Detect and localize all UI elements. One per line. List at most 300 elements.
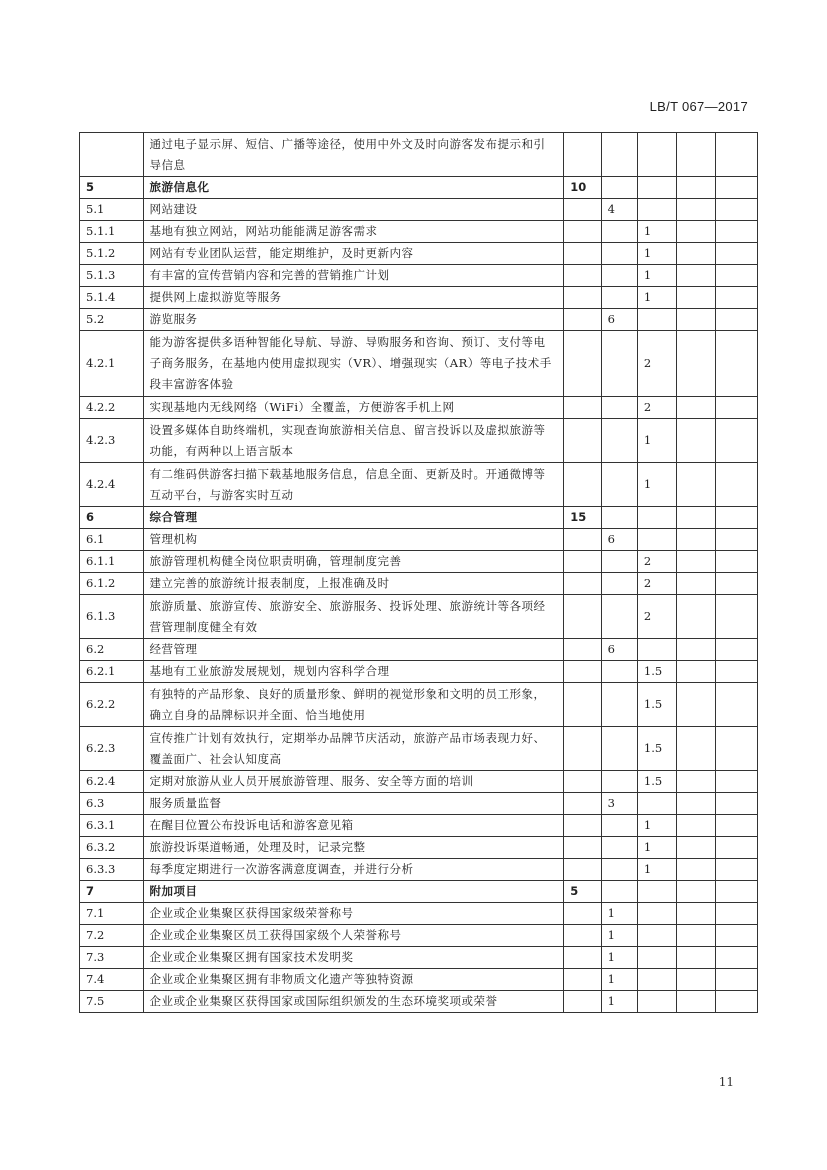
item-number-text: 6 xyxy=(86,510,95,524)
sub-score-cell xyxy=(601,463,637,507)
item-content-text: 宣传推广计划有效执行，定期举办品牌节庆活动，旅游产品市场表现力好、覆盖面广、社会认知度高 xyxy=(149,730,546,766)
item-score-cell xyxy=(637,199,676,221)
item-content-text: 旅游信息化 xyxy=(149,180,210,194)
sub-score-text: 1 xyxy=(607,950,615,964)
table-row xyxy=(80,771,758,793)
item-number-text: 5.1.2 xyxy=(86,246,116,260)
item-content-text: 在醒目位置公布投诉电话和游客意见箱 xyxy=(149,818,354,832)
sub-score-cell xyxy=(601,573,637,595)
table-row xyxy=(80,639,758,661)
item-number-text: 7.4 xyxy=(86,972,105,986)
item-content-text: 游览服务 xyxy=(149,312,198,326)
table-row xyxy=(80,903,758,925)
total-score-text: 5 xyxy=(570,884,579,898)
item-score-cell xyxy=(637,639,676,661)
sub-score-cell xyxy=(601,969,637,991)
evaluation-cell xyxy=(677,529,715,551)
total-score-cell xyxy=(564,551,601,573)
item-content-cell xyxy=(143,661,564,683)
item-number-text: 5.1.4 xyxy=(86,290,116,304)
item-content-cell xyxy=(143,727,564,771)
evaluation-cell xyxy=(677,881,715,903)
item-score-text: 1.5 xyxy=(643,664,663,678)
total-score-cell xyxy=(564,265,601,287)
table-row xyxy=(80,199,758,221)
sub-score-cell xyxy=(601,793,637,815)
item-content-cell xyxy=(143,221,564,243)
item-score-text: 1 xyxy=(643,433,652,447)
item-content-cell xyxy=(143,969,564,991)
remarks-cell xyxy=(715,133,757,177)
item-score-cell xyxy=(637,793,676,815)
evaluation-cell xyxy=(677,331,715,397)
section-row xyxy=(80,507,758,529)
item-content-text: 经营管理 xyxy=(149,642,198,656)
remarks-cell xyxy=(715,221,757,243)
item-number-text: 6.3.1 xyxy=(86,818,116,832)
remarks-cell xyxy=(715,507,757,529)
evaluation-cell xyxy=(677,199,715,221)
total-score-cell xyxy=(564,177,601,199)
item-score-text: 2 xyxy=(643,554,652,568)
item-score-text: 1 xyxy=(643,224,652,238)
item-content-text: 提供网上虚拟游览等服务 xyxy=(149,290,282,304)
item-content-text: 设置多媒体自助终端机，实现查询旅游相关信息、留言投诉以及虚拟旅游等功能，有两种以上语言版本 xyxy=(149,422,546,458)
remarks-cell xyxy=(715,661,757,683)
item-number-cell xyxy=(80,859,144,881)
total-score-cell xyxy=(564,661,601,683)
page-number: 11 xyxy=(718,1075,734,1089)
item-content-text: 企业或企业集聚区员工获得国家级个人荣誉称号 xyxy=(149,928,402,942)
remarks-cell xyxy=(715,199,757,221)
item-content-cell xyxy=(143,287,564,309)
total-score-cell xyxy=(564,419,601,463)
table-row xyxy=(80,859,758,881)
item-number-text: 6.2.2 xyxy=(86,697,116,711)
sub-score-cell xyxy=(601,177,637,199)
item-number-text: 6.2.3 xyxy=(86,741,116,755)
item-number-cell xyxy=(80,309,144,331)
evaluation-cell xyxy=(677,177,715,199)
remarks-cell xyxy=(715,397,757,419)
item-number-cell xyxy=(80,331,144,397)
table-row xyxy=(80,925,758,947)
item-score-text: 1 xyxy=(643,862,652,876)
item-content-text: 基地有工业旅游发展规划，规划内容科学合理 xyxy=(149,664,390,678)
item-number-cell xyxy=(80,661,144,683)
evaluation-cell xyxy=(677,661,715,683)
item-score-cell xyxy=(637,529,676,551)
evaluation-cell xyxy=(677,221,715,243)
item-number-text: 6.3.2 xyxy=(86,840,116,854)
item-number-text: 6.1.3 xyxy=(86,609,116,623)
item-number-cell xyxy=(80,133,144,177)
item-content-cell xyxy=(143,595,564,639)
item-score-cell xyxy=(637,551,676,573)
item-score-text: 1.5 xyxy=(643,774,663,788)
item-score-cell xyxy=(637,309,676,331)
remarks-cell xyxy=(715,463,757,507)
item-number-cell xyxy=(80,397,144,419)
item-content-cell xyxy=(143,397,564,419)
remarks-cell xyxy=(715,243,757,265)
item-number-text: 5 xyxy=(86,180,95,194)
item-content-cell xyxy=(143,771,564,793)
item-content-cell xyxy=(143,309,564,331)
table-row xyxy=(80,969,758,991)
item-content-cell xyxy=(143,683,564,727)
sub-score-cell xyxy=(601,859,637,881)
sub-score-cell xyxy=(601,287,637,309)
total-score-cell xyxy=(564,287,601,309)
item-content-cell xyxy=(143,331,564,397)
remarks-cell xyxy=(715,177,757,199)
item-number-text: 6.1.1 xyxy=(86,554,116,568)
item-number-cell xyxy=(80,837,144,859)
total-score-cell xyxy=(564,573,601,595)
total-score-cell xyxy=(564,991,601,1013)
item-content-text: 网站有专业团队运营，能定期维护，及时更新内容 xyxy=(149,246,414,260)
total-score-cell xyxy=(564,309,601,331)
total-score-cell xyxy=(564,397,601,419)
item-content-cell xyxy=(143,991,564,1013)
evaluation-cell xyxy=(677,947,715,969)
sub-score-cell xyxy=(601,265,637,287)
item-score-cell xyxy=(637,991,676,1013)
item-content-text: 企业或企业集聚区获得国家或国际组织颁发的生态环境奖项或荣誉 xyxy=(149,994,498,1008)
item-number-text: 6.2 xyxy=(86,642,105,656)
item-content-text: 旅游管理机构健全岗位职责明确，管理制度完善 xyxy=(149,554,402,568)
item-score-text: 1 xyxy=(643,818,652,832)
remarks-cell xyxy=(715,793,757,815)
item-number-cell xyxy=(80,221,144,243)
sub-score-text: 1 xyxy=(607,994,615,1008)
item-content-text: 有丰富的宣传营销内容和完善的营销推广计划 xyxy=(149,268,390,282)
table-row xyxy=(80,573,758,595)
remarks-cell xyxy=(715,947,757,969)
item-number-cell xyxy=(80,243,144,265)
sub-score-cell xyxy=(601,837,637,859)
remarks-cell xyxy=(715,551,757,573)
item-number-text: 6.3 xyxy=(86,796,105,810)
item-number-cell xyxy=(80,903,144,925)
total-score-cell xyxy=(564,771,601,793)
item-number-cell xyxy=(80,573,144,595)
sub-score-cell xyxy=(601,595,637,639)
evaluation-cell xyxy=(677,727,715,771)
total-score-cell xyxy=(564,837,601,859)
table-row xyxy=(80,595,758,639)
table-row xyxy=(80,221,758,243)
item-content-text: 实现基地内无线网络（WiFi）全覆盖，方便游客手机上网 xyxy=(149,400,455,414)
item-number-text: 7.2 xyxy=(86,928,105,942)
item-number-cell xyxy=(80,639,144,661)
sub-score-cell xyxy=(601,903,637,925)
item-number-text: 6.2.4 xyxy=(86,774,116,788)
item-score-text: 1 xyxy=(643,268,652,282)
remarks-cell xyxy=(715,859,757,881)
sub-score-text: 4 xyxy=(607,202,615,216)
item-score-cell xyxy=(637,969,676,991)
evaluation-cell xyxy=(677,243,715,265)
total-score-cell xyxy=(564,859,601,881)
table-row xyxy=(80,243,758,265)
table-row xyxy=(80,793,758,815)
remarks-cell xyxy=(715,969,757,991)
item-score-text: 2 xyxy=(643,609,652,623)
remarks-cell xyxy=(715,265,757,287)
item-score-cell xyxy=(637,221,676,243)
sub-score-cell xyxy=(601,551,637,573)
table-row xyxy=(80,947,758,969)
item-number-cell xyxy=(80,969,144,991)
table-row xyxy=(80,991,758,1013)
sub-score-text: 3 xyxy=(607,796,615,810)
item-number-cell xyxy=(80,199,144,221)
item-content-text: 建立完善的旅游统计报表制度，上报准确及时 xyxy=(149,576,390,590)
evaluation-cell xyxy=(677,507,715,529)
item-number-text: 6.1.2 xyxy=(86,576,116,590)
total-score-cell xyxy=(564,463,601,507)
total-score-text: 15 xyxy=(570,510,587,524)
item-number-cell xyxy=(80,771,144,793)
item-content-cell xyxy=(143,881,564,903)
item-content-text: 综合管理 xyxy=(149,510,198,524)
item-number-cell xyxy=(80,287,144,309)
table-row xyxy=(80,683,758,727)
item-score-cell xyxy=(637,595,676,639)
item-content-text: 附加项目 xyxy=(149,884,198,898)
item-score-cell xyxy=(637,837,676,859)
item-content-cell xyxy=(143,947,564,969)
item-content-text: 管理机构 xyxy=(149,532,198,546)
item-content-text: 有二维码供游客扫描下载基地服务信息，信息全面、更新及时。开通微博等互动平台，与游客实时互动 xyxy=(149,466,546,502)
item-content-cell xyxy=(143,243,564,265)
item-content-cell xyxy=(143,133,564,177)
table-row xyxy=(80,815,758,837)
evaluation-cell xyxy=(677,815,715,837)
item-content-text: 服务质量监督 xyxy=(149,796,222,810)
evaluation-cell xyxy=(677,639,715,661)
item-score-cell xyxy=(637,265,676,287)
item-content-text: 基地有独立网站，网站功能能满足游客需求 xyxy=(149,224,378,238)
item-content-text: 旅游投诉渠道畅通，处理及时，记录完整 xyxy=(149,840,366,854)
evaluation-cell xyxy=(677,683,715,727)
item-number-text: 5.1.3 xyxy=(86,268,116,282)
item-score-cell xyxy=(637,859,676,881)
item-score-cell xyxy=(637,573,676,595)
item-score-cell xyxy=(637,925,676,947)
item-number-text: 4.2.3 xyxy=(86,433,116,447)
table-row xyxy=(80,551,758,573)
table-row xyxy=(80,463,758,507)
total-score-cell xyxy=(564,507,601,529)
table-row xyxy=(80,331,758,397)
sub-score-cell xyxy=(601,199,637,221)
remarks-cell xyxy=(715,925,757,947)
total-score-cell xyxy=(564,221,601,243)
item-number-text: 6.1 xyxy=(86,532,105,546)
evaluation-cell xyxy=(677,793,715,815)
item-content-cell xyxy=(143,199,564,221)
item-content-text: 定期对旅游从业人员开展旅游管理、服务、安全等方面的培训 xyxy=(149,774,474,788)
item-number-text: 5.1 xyxy=(86,202,105,216)
total-score-cell xyxy=(564,903,601,925)
remarks-cell xyxy=(715,837,757,859)
remarks-cell xyxy=(715,419,757,463)
sub-score-cell xyxy=(601,133,637,177)
sub-score-cell xyxy=(601,771,637,793)
item-score-cell xyxy=(637,815,676,837)
item-content-cell xyxy=(143,925,564,947)
table-row xyxy=(80,133,758,177)
sub-score-cell xyxy=(601,881,637,903)
item-score-cell xyxy=(637,903,676,925)
remarks-cell xyxy=(715,573,757,595)
remarks-cell xyxy=(715,331,757,397)
sub-score-cell xyxy=(601,221,637,243)
item-number-cell xyxy=(80,793,144,815)
total-score-text: 10 xyxy=(570,180,587,194)
table-row xyxy=(80,265,758,287)
standard-code: LB/T 067—2017 xyxy=(649,99,748,114)
table-row xyxy=(80,529,758,551)
total-score-cell xyxy=(564,133,601,177)
item-content-cell xyxy=(143,639,564,661)
evaluation-cell xyxy=(677,925,715,947)
sub-score-cell xyxy=(601,947,637,969)
remarks-cell xyxy=(715,881,757,903)
item-content-cell xyxy=(143,463,564,507)
sub-score-text: 1 xyxy=(607,972,615,986)
item-score-cell xyxy=(637,881,676,903)
evaluation-cell xyxy=(677,595,715,639)
item-content-cell xyxy=(143,815,564,837)
item-score-cell xyxy=(637,727,676,771)
total-score-cell xyxy=(564,969,601,991)
item-content-cell xyxy=(143,507,564,529)
evaluation-cell xyxy=(677,859,715,881)
item-score-cell xyxy=(637,463,676,507)
item-content-cell xyxy=(143,177,564,199)
item-number-cell xyxy=(80,815,144,837)
table-row xyxy=(80,287,758,309)
sub-score-text: 6 xyxy=(607,642,615,656)
evaluation-cell xyxy=(677,287,715,309)
remarks-cell xyxy=(715,595,757,639)
sub-score-cell xyxy=(601,397,637,419)
remarks-cell xyxy=(715,771,757,793)
sub-score-cell xyxy=(601,243,637,265)
sub-score-cell xyxy=(601,815,637,837)
remarks-cell xyxy=(715,991,757,1013)
sub-score-text: 1 xyxy=(607,928,615,942)
total-score-cell xyxy=(564,199,601,221)
item-number-text: 4.2.2 xyxy=(86,400,116,414)
total-score-cell xyxy=(564,793,601,815)
item-content-text: 有独特的产品形象、良好的质量形象、鲜明的视觉形象和文明的员工形象，确立自身的品牌标识并全面、恰当地使用 xyxy=(149,686,546,722)
evaluation-cell xyxy=(677,837,715,859)
remarks-cell xyxy=(715,903,757,925)
item-content-cell xyxy=(143,793,564,815)
sub-score-cell xyxy=(601,727,637,771)
section-row xyxy=(80,177,758,199)
item-content-text: 网站建设 xyxy=(149,202,198,216)
item-number-text: 5.2 xyxy=(86,312,105,326)
item-content-text: 企业或企业集聚区获得国家级荣誉称号 xyxy=(149,906,354,920)
item-score-cell xyxy=(637,661,676,683)
item-content-cell xyxy=(143,529,564,551)
table-row xyxy=(80,837,758,859)
item-number-cell xyxy=(80,529,144,551)
item-content-cell xyxy=(143,265,564,287)
sub-score-cell xyxy=(601,331,637,397)
sub-score-cell xyxy=(601,683,637,727)
item-score-cell xyxy=(637,133,676,177)
total-score-cell xyxy=(564,331,601,397)
item-number-text: 5.1.1 xyxy=(86,224,116,238)
sub-score-cell xyxy=(601,661,637,683)
total-score-cell xyxy=(564,683,601,727)
sub-score-cell xyxy=(601,419,637,463)
remarks-cell xyxy=(715,639,757,661)
table-row xyxy=(80,661,758,683)
evaluation-table xyxy=(79,132,758,1013)
sub-score-cell xyxy=(601,639,637,661)
item-number-cell xyxy=(80,683,144,727)
item-number-cell xyxy=(80,595,144,639)
evaluation-cell xyxy=(677,309,715,331)
item-number-text: 7.5 xyxy=(86,994,105,1008)
item-score-text: 1 xyxy=(643,840,652,854)
total-score-cell xyxy=(564,815,601,837)
item-score-cell xyxy=(637,419,676,463)
item-score-text: 2 xyxy=(643,400,652,414)
total-score-cell xyxy=(564,243,601,265)
evaluation-cell xyxy=(677,397,715,419)
table-row xyxy=(80,727,758,771)
item-number-cell xyxy=(80,727,144,771)
remarks-cell xyxy=(715,309,757,331)
item-content-text: 每季度定期进行一次游客满意度调查，并进行分析 xyxy=(149,862,414,876)
total-score-cell xyxy=(564,529,601,551)
total-score-cell xyxy=(564,925,601,947)
item-content-cell xyxy=(143,551,564,573)
evaluation-cell xyxy=(677,969,715,991)
item-score-cell xyxy=(637,683,676,727)
sub-score-cell xyxy=(601,991,637,1013)
item-content-cell xyxy=(143,903,564,925)
total-score-cell xyxy=(564,595,601,639)
table-row xyxy=(80,397,758,419)
table-row xyxy=(80,419,758,463)
item-number-text: 4.2.4 xyxy=(86,477,116,491)
item-score-cell xyxy=(637,287,676,309)
item-score-cell xyxy=(637,507,676,529)
item-number-cell xyxy=(80,507,144,529)
item-number-text: 7.1 xyxy=(86,906,105,920)
item-score-text: 2 xyxy=(643,356,652,370)
evaluation-cell xyxy=(677,573,715,595)
item-content-text: 企业或企业集聚区拥有国家技术发明奖 xyxy=(149,950,354,964)
item-content-text: 能为游客提供多语种智能化导航、导游、导购服务和咨询、预订、支付等电子商务服务，在基地内使用虚拟现实（VR）、增强现实（AR）等电子技术手段丰富游客体验 xyxy=(149,335,552,391)
total-score-cell xyxy=(564,947,601,969)
remarks-cell xyxy=(715,815,757,837)
total-score-cell xyxy=(564,639,601,661)
item-number-text: 7 xyxy=(86,884,95,898)
item-number-cell xyxy=(80,925,144,947)
total-score-cell xyxy=(564,727,601,771)
